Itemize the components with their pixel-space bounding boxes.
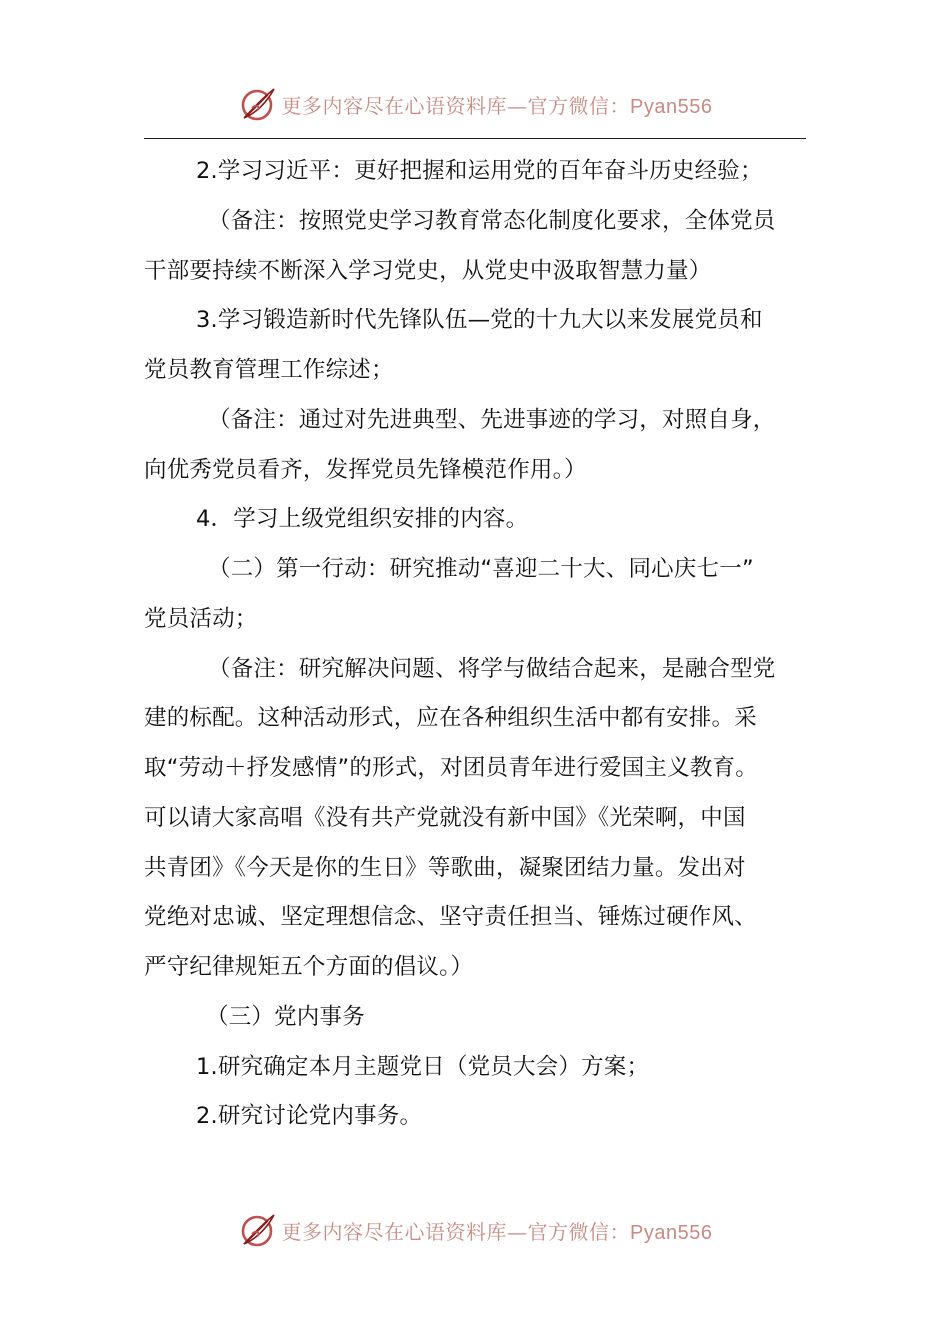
header-divider — [144, 138, 806, 139]
body-line: 2.学习习近平：更好把握和运用党的百年奋斗历史经验； — [196, 158, 763, 184]
body-line: 党绝对忠诚、坚定理想信念、坚守责任担当、锤炼过硬作风、 — [144, 904, 757, 931]
body-line: 4．学习上级党组织安排的内容。 — [196, 506, 529, 533]
footer-site-label: 更多内容尽在心语资料库—官方微信： — [281, 1219, 631, 1244]
body-line: 取“劳动＋抒发感情”的形式，对团员青年进行爱国主义教育。 — [144, 755, 758, 781]
header-site-label: 更多内容尽在心语资料库—官方微信： — [281, 93, 631, 118]
body-line: 1.研究确定本月主题党日（党员大会）方案； — [196, 1053, 650, 1080]
body-line: 严守纪律规矩五个方面的倡议。） — [144, 954, 474, 980]
body-line: 3.学习锻造新时代先锋队伍—党的十九大以来发展党员和 — [196, 307, 763, 334]
header-handle: Pyan556 — [630, 95, 713, 118]
document-body — [144, 147, 806, 1142]
section-heading: （三）党内事务 — [206, 1003, 365, 1030]
body-line: 党员教育管理工作综述； — [144, 357, 394, 383]
body-line: （二）第一行动：研究推动“喜迎二十大、同心庆七一” — [208, 556, 754, 582]
body-line: 建的标配。这种活动形式，应在各种组织生活中都有安排。采 — [144, 705, 757, 732]
body-line: 党员活动； — [144, 605, 258, 632]
quill-pen-logo-icon — [238, 84, 278, 124]
footer-banner — [0, 1208, 950, 1252]
footer-handle: Pyan556 — [630, 1221, 713, 1244]
footer-site-text — [282, 1216, 713, 1245]
header-site-text — [282, 90, 713, 119]
body-line: （备注：按照党史学习教育常态化制度化要求，全体党员 — [208, 207, 776, 234]
body-line: 2.研究讨论党内事务。 — [196, 1103, 423, 1130]
quill-pen-logo-icon — [238, 1210, 278, 1250]
body-line: （备注：研究解决问题、将学与做结合起来，是融合型党 — [208, 655, 776, 682]
header-banner — [0, 82, 950, 126]
body-line: 向优秀党员看齐，发挥党员先锋模范作用。） — [144, 456, 587, 483]
body-line: （备注：通过对先进典型、先进事迹的学习，对照自身， — [208, 406, 776, 433]
body-line: 共青团》《今天是你的生日》等歌曲，凝聚团结力量。发出对 — [144, 854, 746, 881]
body-line: 可以请大家高唱《没有共产党就没有新中国》《光荣啊，中国 — [144, 804, 746, 831]
body-line: 干部要持续不断深入学习党史，从党史中汲取智慧力量） — [144, 257, 712, 284]
